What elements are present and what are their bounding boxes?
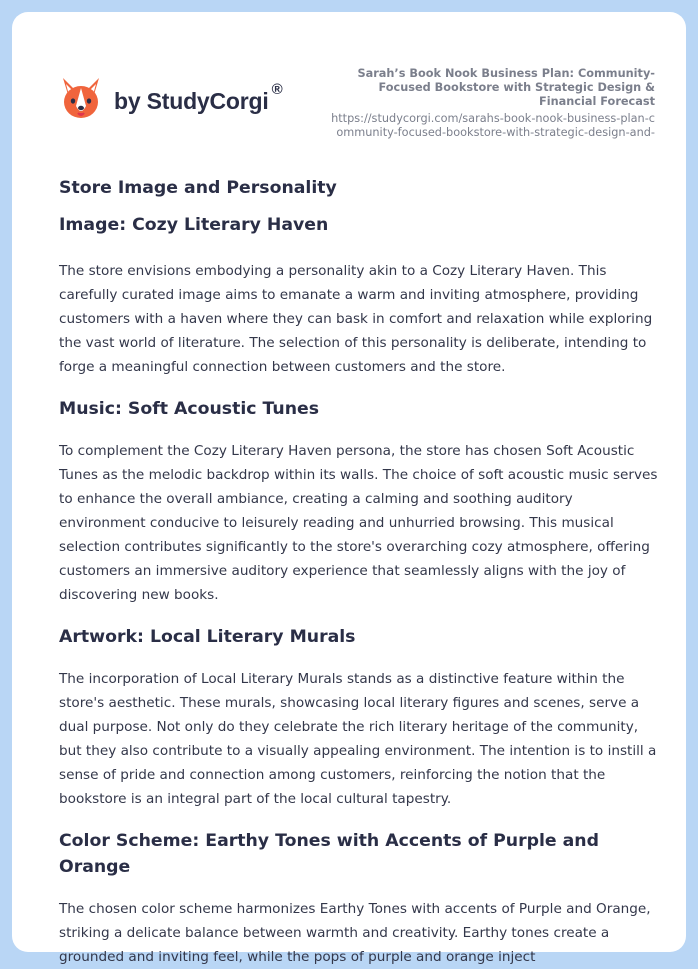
section-paragraph: The store envisions embodying a personality akin to a Cozy Literary Haven. This carefully curated image aims to emanate a warm and inviting atmosphere, providing customers with a haven where they can bask in comfort and relaxation while exploring the vast world of literature. The selection of this personality is deliberate, intending to forge a meaningful connection between customers and the store. [59,263,653,375]
section-paragraph: To complement the Cozy Literary Haven persona, the store has chosen Soft Acoustic Tunes as the melodic backdrop within its walls. The choice of soft acoustic music serves to enhance the overall ambiance, creating a calming and soothing auditory environment conducive to leisurely reading and unhurried browsing. This musical selection contributes significantly to the store's overarching cozy atmosphere, offering customers an immersive auditory experience that seamlessly aligns with the joy of discovering new books. [59,443,658,603]
document-header [12,12,686,152]
document-title: Sarah’s Book Nook Business Plan: Community-Focused Bookstore with Strategic Design & Financial Forecast [357,67,655,108]
page-title: Store Image and Personality [59,178,337,198]
document-body [59,175,659,969]
document-url[interactable]: https://studycorgi.com/sarahs-book-nook-business-plan-community-focused-bookstore-with-strategic-design-and- [331,112,655,139]
studycorgi-logo[interactable] [60,76,283,122]
corgi-icon [60,76,102,122]
section-heading: Image: Cozy Literary Haven [59,215,329,235]
registered-mark: ® [271,80,283,98]
section-paragraph: The incorporation of Local Literary Murals stands as a distinctive feature within the store's aesthetic. These murals, showcasing local literary figures and scenes, serve a dual purpose. Not only do they celebrate the rich literary heritage of the community, but they also contribute to a visually appealing environment. The intention is to instill a sense of pride and connection among customers, reinforcing the notion that the bookstore is an integral part of the local cultural tapestry. [59,671,657,807]
document-page [12,12,686,965]
section-heading: Color Scheme: Earthy Tones with Accents of Purple and Orange [59,831,599,877]
section-paragraph: The chosen color scheme harmonizes Earthy Tones with accents of Purple and Orange, striking a delicate balance between warmth and creativity. Earthy tones create a grounded and inviting feel, while the pops of purple and orange inject [59,901,651,965]
section-heading: Music: Soft Acoustic Tunes [59,399,320,419]
section-heading: Artwork: Local Literary Murals [59,627,356,647]
logo-text: by StudyCorgi [114,87,269,114]
document-meta [325,67,655,140]
